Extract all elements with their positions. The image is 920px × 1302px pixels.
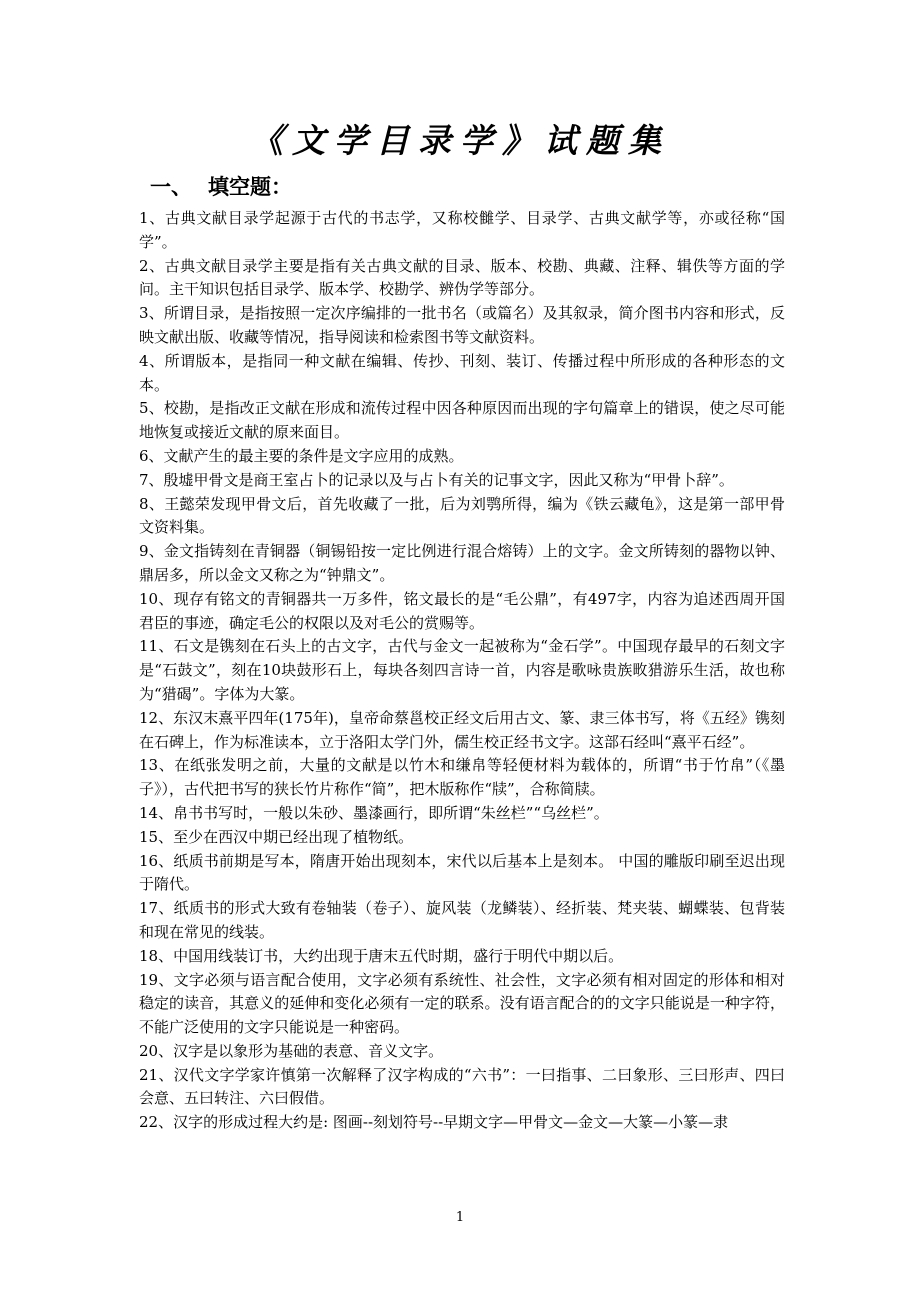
- question-item: 16、纸质书前期是写本，隋唐开始出现刻本，宋代以后基本上是刻本。 中国的雕版印刷至迟出现于隋代。: [139, 851, 785, 894]
- question-item: 21、汉代文字学家许慎第一次解释了汉字构成的“六书”：一曰指事、二曰象形、三曰形声、四曰会意、五曰转注、六曰假借。: [139, 1065, 785, 1108]
- section-label: 填空题：: [208, 175, 292, 199]
- question-item: 2、古典文献目录学主要是指有关古典文献的目录、版本、校勘、典藏、注释、辑佚等方面的学问。主干知识包括目录学、版本学、校勘学、辨伪学等部分。: [139, 256, 785, 299]
- question-item: 6、文献产生的最主要的条件是文字应用的成熟。: [139, 446, 464, 465]
- section-number: 一、: [150, 175, 192, 199]
- question-item: 5、校勘，是指改正文献在形成和流传过程中因各种原因而出现的字句篇章上的错误，使之尽可能地恢复或接近文献的原来面目。: [139, 399, 785, 442]
- question-item: 9、金文指铸刻在青铜器（铜锡铅按一定比例进行混合熔铸）上的文字。金文所铸刻的器物以钟、鼎居多，所以金文又称之为“钟鼎文”。: [139, 542, 785, 584]
- question-list: [139, 207, 785, 1135]
- question-item: 7、殷墟甲骨文是商王室占卜的记录以及与占卜有关的记事文字，因此又称为“甲骨卜辞”。: [139, 470, 734, 489]
- question-item: 13、在纸张发明之前，大量的文献是以竹木和缣帛等轻便材料为载体的，所谓“书于竹帛”（《墨子》），古代把书写的狭长竹片称作“简”，把木版称作“牍”，合称简牍。: [139, 756, 785, 799]
- question-item: 1、古典文献目录学起源于古代的书志学，又称校雠学、目录学、古典文献学等，亦或径称“国学”。: [139, 209, 785, 251]
- question-item: 18、中国用线装订书，大约出现于唐末五代时期，盛行于明代中期以后。: [139, 946, 624, 965]
- question-item: 20、汉字是以象形为基础的表意、音义文字。: [139, 1041, 444, 1060]
- question-item: 14、帛书书写时，一般以朱砂、墨漆画行，即所谓“朱丝栏”“乌丝栏”。: [139, 803, 609, 822]
- question-item: 4、所谓版本，是指同一种文献在编辑、传抄、刊刻、装订、传播过程中所形成的各种形态的文本。: [139, 351, 785, 394]
- question-item: 11、石文是镌刻在石头上的古文字，古代与金文一起被称为“金石学”。中国现存最早的石刻文字是“石鼓文”，刻在10块鼓形石上，每块各刻四言诗一首，内容是歌咏贵族畋猎游乐生活，故也称为“猎碣”。字体为大篆。: [139, 637, 785, 703]
- section-heading: [150, 172, 292, 202]
- question-item: 10、现存有铭文的青铜器共一万多件，铭文最长的是“毛公鼎”，有497字，内容为追述西周开国君臣的事迹，确定毛公的权限以及对毛公的赏赐等。: [139, 589, 785, 632]
- question-item: 19、文字必须与语言配合使用，文字必须有系统性、社会性，文字必须有相对固定的形体和相对稳定的读音，其意义的延伸和变化必须有一定的联系。没有语言配合的的文字只能说是一种字符，不能广泛使用的文字只能说是一种密码。: [139, 970, 785, 1037]
- question-item: 8、王懿荣发现甲骨文后，首先收藏了一批，后为刘鹗所得，编为《铁云藏龟》，这是第一部甲骨文资料集。: [139, 494, 785, 537]
- question-item: 17、纸质书的形式大致有卷轴装（卷子）、旋风装（龙鳞装）、经折装、梵夹装、蝴蝶装、包背装和现在常见的线装。: [139, 899, 785, 941]
- question-item: 3、所谓目录，是指按照一定次序编排的一批书名（或篇名）及其叙录，简介图书内容和形式，反映文献出版、收藏等情况，指导阅读和检索图书等文献资料。: [139, 304, 785, 346]
- question-item: 12、东汉末熹平四年(175年)，皇帝命蔡邕校正经文后用古文、篆、隶三体书写，将《五经》镌刻在石碑上，作为标准读本，立于洛阳太学门外，儒生校正经书文字。这部石经叫“熹平石经”。: [139, 708, 785, 751]
- question-item: 22、汉字的形成过程大约是: 图画--刻划符号--早期文字—甲骨文—金文—大篆—小篆—隶: [139, 1113, 729, 1132]
- document-title: 《文学目录学》试题集: [250, 121, 670, 160]
- question-item: 15、至少在西汉中期已经出现了植物纸。: [139, 827, 414, 846]
- page-number: 1: [455, 1210, 465, 1225]
